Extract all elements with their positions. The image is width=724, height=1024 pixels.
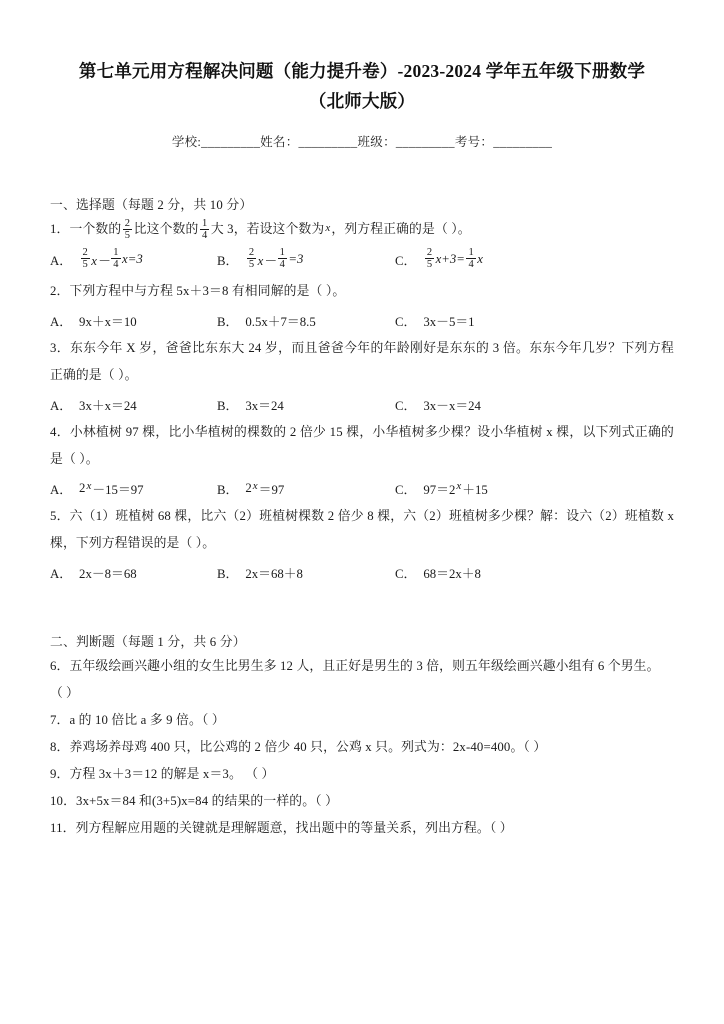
- title-line-2: （北师大版）: [308, 91, 416, 111]
- question-4: [50, 419, 674, 473]
- question-1-options: [50, 244, 674, 278]
- question-1-option-c[interactable]: [395, 244, 483, 274]
- option-label: B．: [217, 314, 239, 329]
- option-label: A．: [50, 566, 73, 581]
- question-2-option-b[interactable]: [217, 305, 316, 335]
- option-text: 3x－x＝24: [423, 398, 481, 413]
- question-10-number: 10．: [50, 794, 77, 808]
- option-text: 9x＋x＝10: [79, 314, 137, 329]
- question-1-number: 1．: [50, 222, 70, 236]
- question-4-number: 4．: [50, 425, 70, 439]
- question-4-option-c[interactable]: [395, 473, 488, 503]
- spacer-after-header: [50, 150, 674, 194]
- option-text: 2x＝68＋8: [245, 566, 303, 581]
- question-6-number: 6．: [50, 659, 70, 673]
- title-line-1: 第七单元用方程解决问题（能力提升卷）-2023-2024 学年五年级下册数学: [78, 61, 646, 81]
- option-label: B．: [217, 566, 239, 581]
- question-1-option-b[interactable]: [217, 244, 303, 274]
- variable-x: x: [252, 479, 258, 492]
- question-2-option-c[interactable]: [395, 305, 475, 335]
- opt-c-part1: x+3=: [435, 251, 465, 266]
- fraction-1-4: $\frac{1}{4}$: [113, 246, 119, 270]
- option-label: C．: [395, 314, 417, 329]
- question-1-stem-mid: 比这个数的: [133, 222, 199, 236]
- fraction-2-5: $\frac{2}{5}$: [426, 246, 433, 270]
- opt-pre: 97＝2: [423, 482, 456, 497]
- page-title: [60, 56, 664, 116]
- opt-post: －15＝97: [92, 482, 144, 497]
- question-4-options: [50, 473, 674, 503]
- question-3: [50, 335, 674, 389]
- option-label: C．: [395, 482, 417, 497]
- option-label: B．: [217, 253, 239, 268]
- question-3-number: 3．: [50, 341, 70, 355]
- option-text: 68＝2x＋8: [423, 566, 481, 581]
- question-11: [50, 815, 674, 842]
- question-10: [50, 788, 674, 815]
- question-6-answer-slot[interactable]: [50, 680, 674, 707]
- fraction-1-4: $\frac{1}{4}$: [468, 246, 474, 270]
- question-8: [50, 734, 674, 761]
- question-8-number: 8．: [50, 740, 70, 754]
- question-3-option-c[interactable]: [395, 389, 481, 419]
- opt-pre: 2: [79, 480, 86, 495]
- question-11-text: 列方程解应用题的关键就是理解题意，找出题中的等量关系，列出方程。（ ）: [75, 821, 513, 835]
- section-multiple-choice: [50, 194, 674, 587]
- question-7-number: 7．: [50, 713, 70, 727]
- option-text: 3x－5＝1: [423, 314, 475, 329]
- question-8-text: 养鸡场养母鸡 400 只，比公鸡的 2 倍少 40 只，公鸡 x 只。列式为：2x-40=400。（ ）: [69, 740, 547, 754]
- option-label: C．: [395, 253, 417, 268]
- question-2-text: 下列方程中与方程 5x＋3＝8 有相同解的是（ ）。: [69, 284, 346, 298]
- question-1: [50, 216, 674, 244]
- option-label: A．: [50, 482, 73, 497]
- question-2: [50, 278, 674, 305]
- question-9-number: 9．: [50, 767, 70, 781]
- question-11-number: 11．: [50, 821, 76, 835]
- spacer-between-sections: [50, 587, 674, 631]
- option-label: A．: [50, 398, 73, 413]
- opt-c-part2: x: [477, 251, 483, 266]
- question-2-number: 2．: [50, 284, 70, 298]
- variable-x: x: [86, 479, 92, 492]
- opt-a-part2: x=3: [122, 251, 143, 266]
- opt-b-part1: x－: [257, 253, 277, 268]
- question-5-option-b[interactable]: [217, 557, 303, 587]
- question-5-options: [50, 557, 674, 587]
- option-label: A．: [50, 253, 73, 268]
- question-6-text: 五年级绘画兴趣小组的女生比男生多 12 人，且正好是男生的 3 倍，则五年级绘画兴趣小组有 6 个男生。: [69, 659, 660, 673]
- option-text: 3x＋x＝24: [79, 398, 137, 413]
- question-3-text: 东东今年 X 岁，爸爸比东东大 24 岁，而且爸爸今年的年龄刚好是东东的 3 倍。东东今年几岁？下列方程正确的是（ ）。: [50, 341, 674, 382]
- question-5-text: 六（1）班植树 68 棵，比六（2）班植树棵数 2 倍少 8 棵，六（2）班植树多少棵？解：设六（2）班植数 x 棵，下列方程错误的是（ ）。: [50, 509, 674, 550]
- question-1-stem-post: 大 3，若设这个数为: [210, 222, 325, 236]
- question-6: [50, 653, 674, 680]
- question-7: [50, 707, 674, 734]
- question-7-text: a 的 10 倍比 a 多 9 倍。（ ）: [69, 713, 225, 727]
- option-label: C．: [395, 566, 417, 581]
- opt-pre: 2: [245, 480, 252, 495]
- option-label: B．: [217, 398, 239, 413]
- question-3-option-a[interactable]: [50, 389, 137, 419]
- fraction-2-5: $\frac{2}{5}$: [248, 246, 255, 270]
- question-1-stem-end: ，列方程正确的是（ ）。: [331, 222, 471, 236]
- opt-a-part1: x－: [91, 253, 110, 268]
- question-5: [50, 503, 674, 557]
- question-5-option-a[interactable]: [50, 557, 137, 587]
- option-text: 3x＝24: [245, 398, 284, 413]
- question-1-stem-pre: 一个数的: [69, 222, 122, 236]
- option-text: 0.5x＋7＝8.5: [245, 314, 316, 329]
- question-2-option-a[interactable]: [50, 305, 137, 335]
- question-5-number: 5．: [50, 509, 70, 523]
- option-text: 2x－8＝68: [79, 566, 137, 581]
- question-4-option-b[interactable]: [217, 473, 284, 503]
- question-5-option-c[interactable]: [395, 557, 481, 587]
- student-info-line: 学校:_________姓名：_________班级：_________考号：_________: [171, 135, 553, 149]
- answer-parenthesis: （ ）: [50, 686, 79, 700]
- question-9: [50, 761, 674, 788]
- opt-post: ＝97: [258, 482, 285, 497]
- opt-b-part2: =3: [288, 251, 304, 266]
- question-1-option-a[interactable]: [50, 244, 143, 274]
- question-3-option-b[interactable]: [217, 389, 284, 419]
- option-label: C．: [395, 398, 417, 413]
- section-2-heading: 二、判断题（每题 1 分，共 6 分）: [50, 635, 246, 649]
- question-1-variable: x: [325, 221, 331, 234]
- section-true-false: [50, 631, 674, 842]
- fraction-one-quarter: $\frac{1}{4}$: [201, 218, 208, 242]
- opt-post: ＋15: [462, 482, 488, 497]
- question-10-text: 3x+5x＝84 和(3+5)x=84 的结果的一样的。（ ）: [76, 794, 339, 808]
- option-label: A．: [50, 314, 73, 329]
- variable-x: x: [456, 479, 462, 492]
- fraction-two-fifths: $\frac{2}{5}$: [124, 218, 131, 242]
- option-label: B．: [217, 482, 239, 497]
- fraction-2-5: $\frac{2}{5}$: [82, 246, 88, 270]
- question-3-options: [50, 389, 674, 419]
- section-1-heading: 一、选择题（每题 2 分，共 10 分）: [50, 198, 253, 212]
- fraction-1-4: $\frac{1}{4}$: [279, 246, 285, 270]
- question-9-text: 方程 3x＋3＝12 的解是 x＝3。 （ ）: [69, 767, 275, 781]
- question-4-option-a[interactable]: [50, 473, 144, 503]
- question-4-text: 小林植树 97 棵，比小华植树的棵数的 2 倍少 15 棵，小华植树多少棵？设小华植树 x 棵，以下列式正确的是（ ）。: [50, 425, 675, 466]
- question-2-options: [50, 305, 674, 335]
